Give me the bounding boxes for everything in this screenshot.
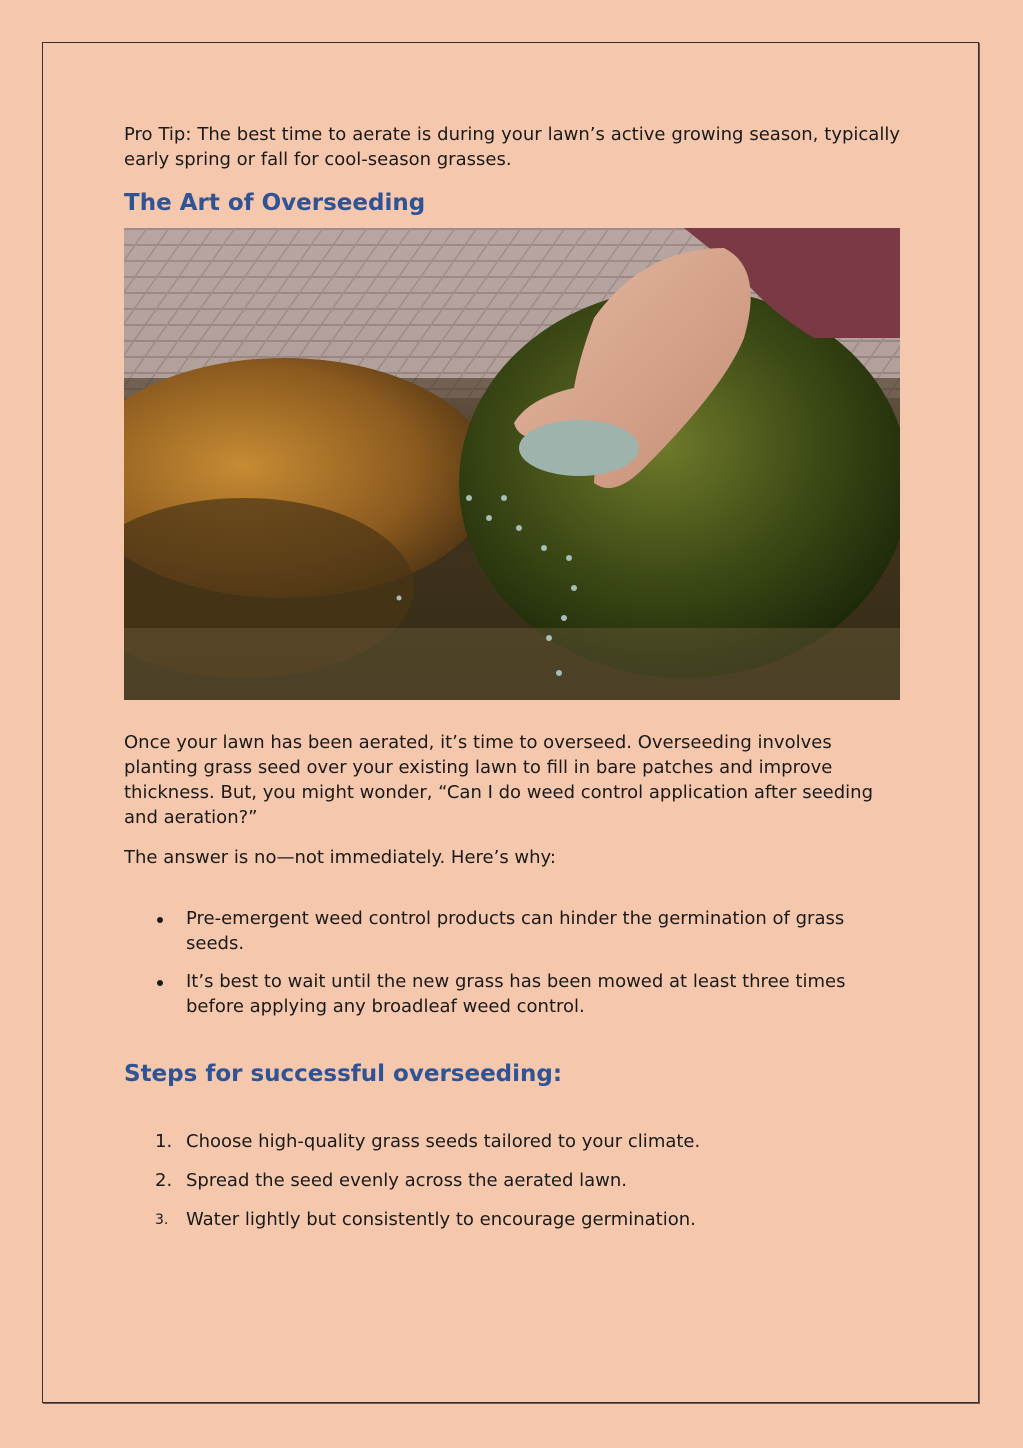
list-item-text: It’s best to wait until the new grass has been mowed at least three times before applying any broadleaf weed control. [186,971,846,1017]
paragraph-overseeding: Once your lawn has been aerated, it’s time to overseed. Overseeding involves planting grass seed over your existing lawn to fill in bare patches and improve thickness. But, you might wonder, “Can I do weed control application after seeding and aeration?” [124,732,873,828]
step-number: 2. [155,1170,173,1191]
step-text: Water lightly but consistently to encourage germination. [186,1209,696,1230]
bullet-icon [157,917,163,923]
reasons-list [124,906,900,1019]
list-item [124,1168,900,1193]
steps-list [124,1129,900,1232]
photo-hand-spreading-seed [124,228,900,700]
pro-tip: Pro Tip: The best time to aerate is during your lawn’s active growing season, typically early spring or fall for cool-season grasses. [124,124,900,170]
list-item [124,969,900,1019]
step-text: Spread the seed evenly across the aerated lawn. [186,1170,628,1191]
paragraph-answer: The answer is no—not immediately. Here’s why: [124,847,556,868]
step-number: 1. [155,1131,173,1152]
heading-steps: Steps for successful overseeding: [124,1061,563,1087]
list-item-text: Pre-emergent weed control products can hinder the germination of grass seeds. [186,908,845,954]
step-number: 3. [155,1212,169,1228]
step-text: Choose high-quality grass seeds tailored to your climate. [186,1131,701,1152]
bullet-icon [157,980,163,986]
list-item [124,1129,900,1154]
list-item [124,1207,900,1232]
list-item [124,906,900,956]
page-content [124,122,900,1246]
heading-overseeding: The Art of Overseeding [124,190,426,216]
